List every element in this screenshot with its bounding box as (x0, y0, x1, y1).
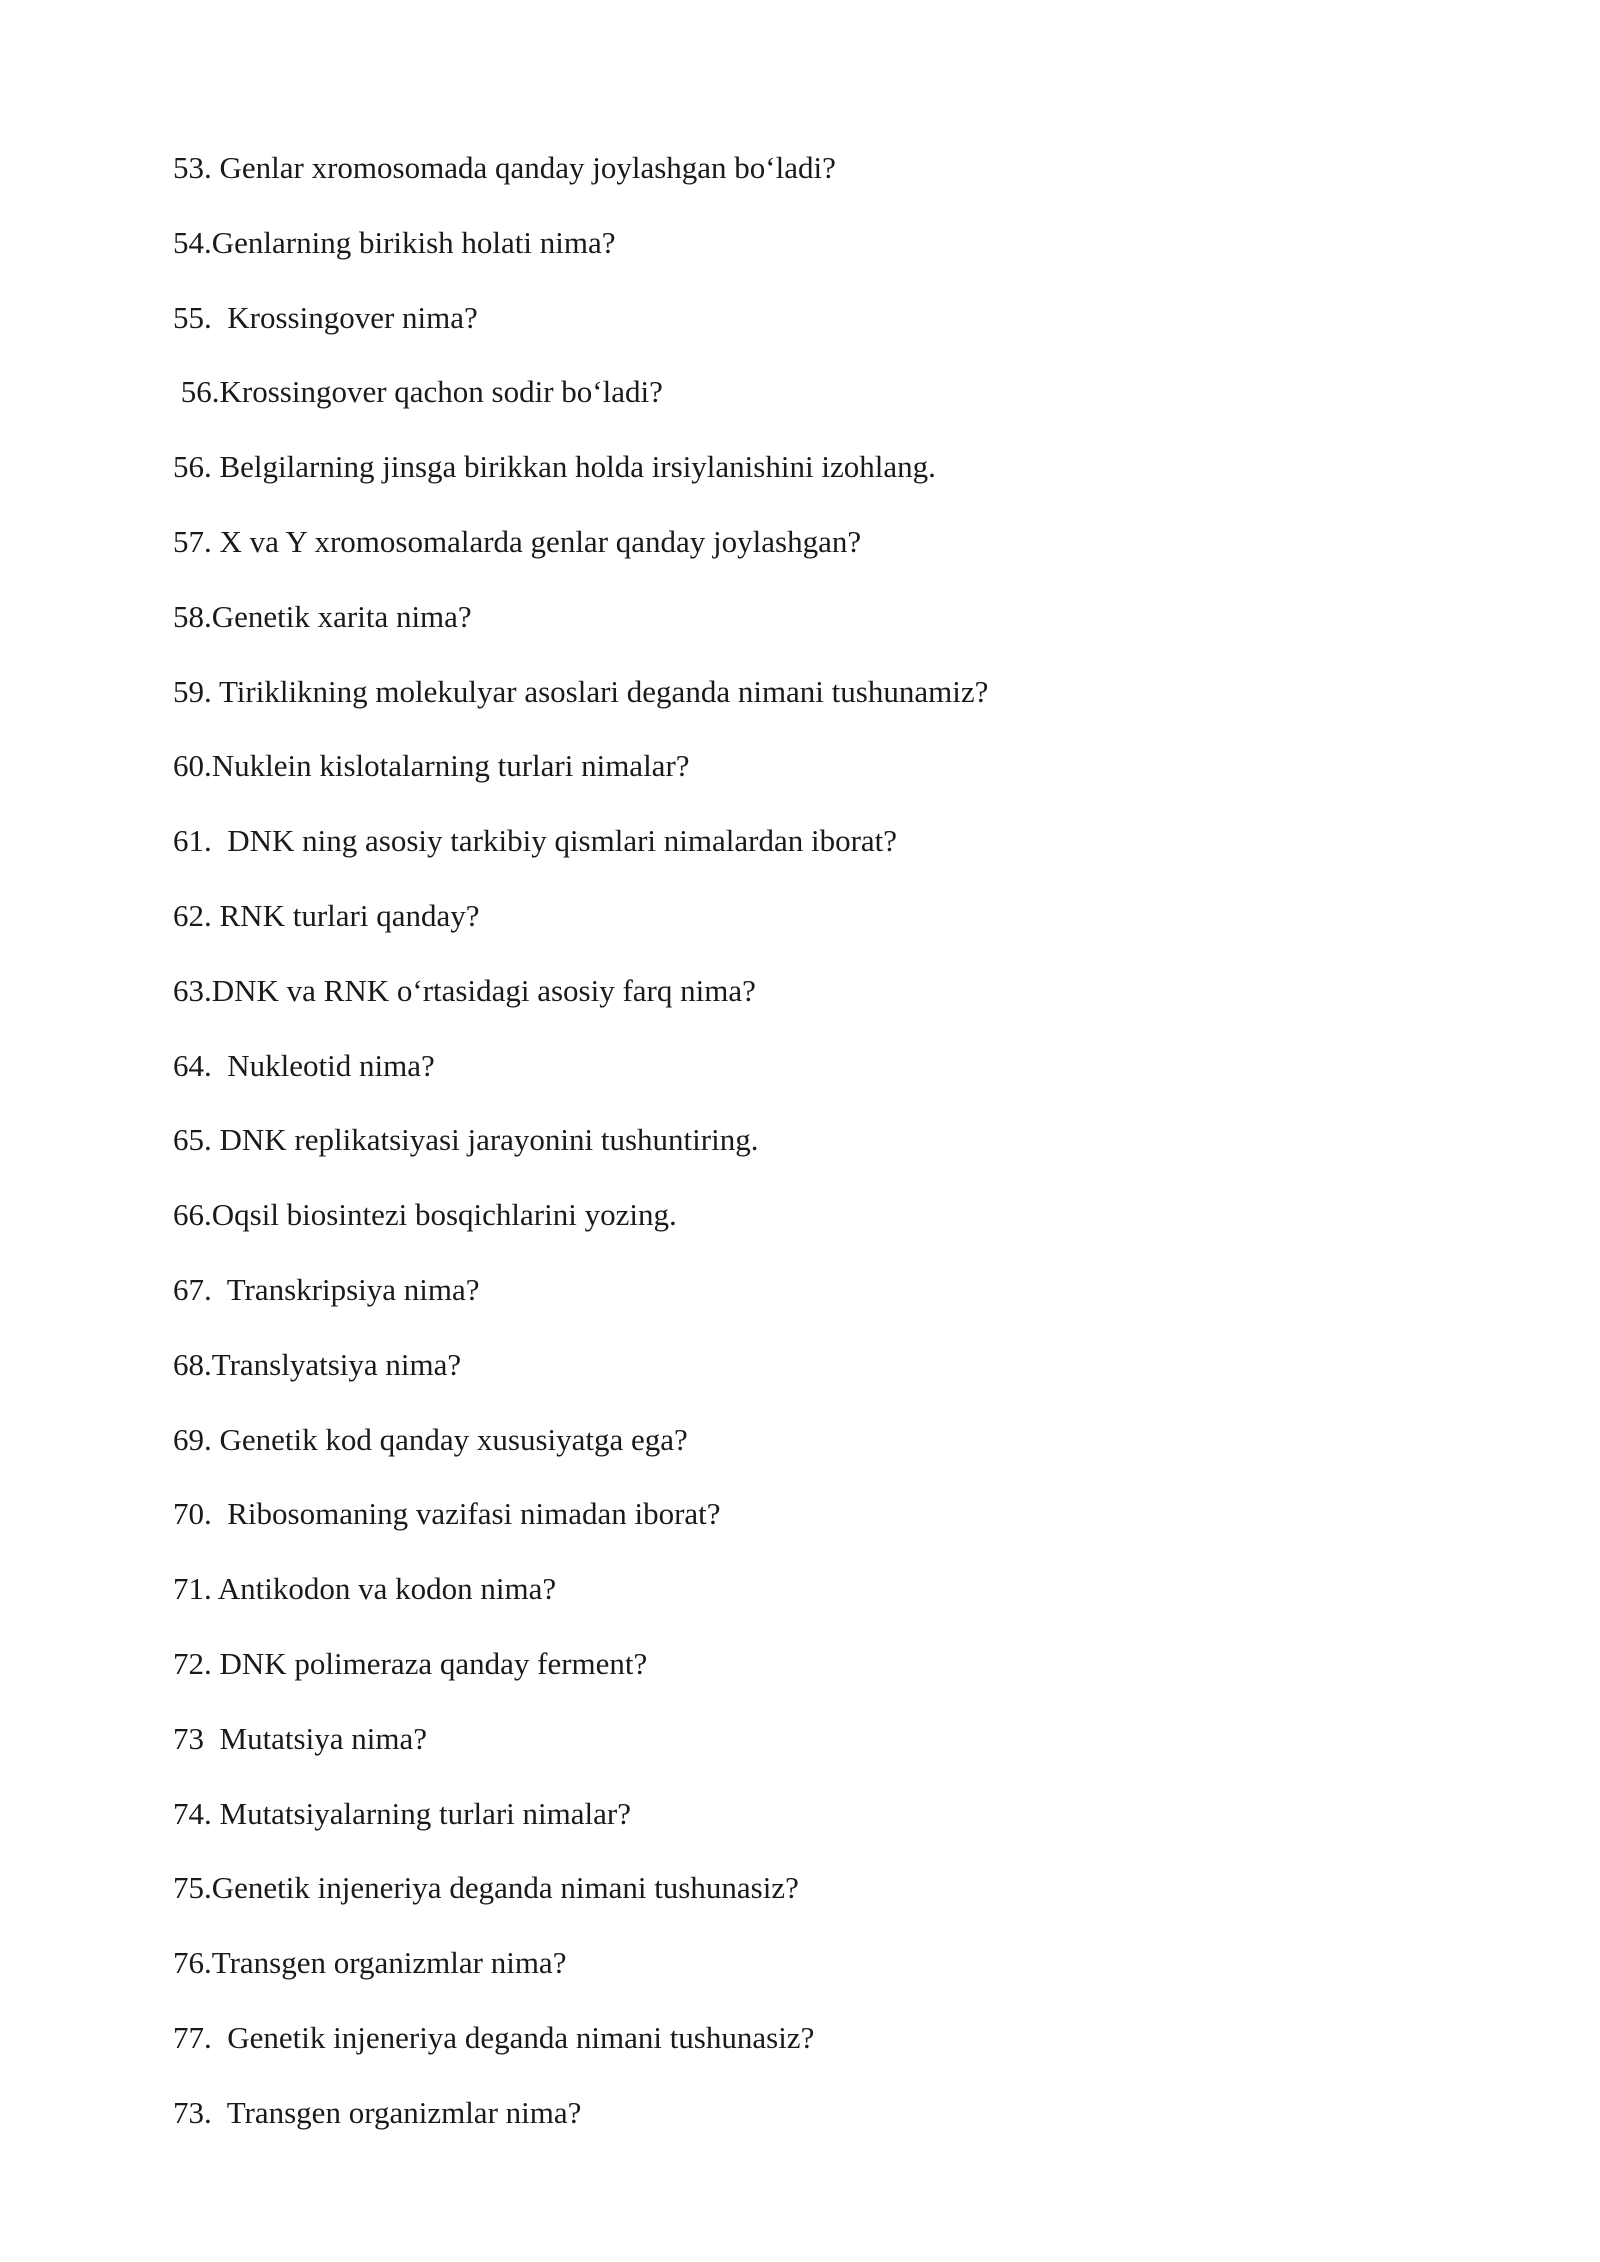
question-item: 68.Translyatsiya nima? (173, 1346, 462, 1382)
question-item: 67. Transkripsiya nima? (173, 1271, 480, 1307)
question-item: 56.Krossingover qachon sodir bo‘ladi? (173, 374, 663, 410)
question-item: 64. Nukleotid nima? (173, 1047, 435, 1083)
question-item: 55. Krossingover nima? (173, 299, 478, 335)
question-item: 56. Belgilarning jinsga birikkan holda irsiylanishini izohlang. (173, 449, 936, 485)
question-item: 54.Genlarning birikish holati nima? (173, 224, 616, 260)
question-item: 53. Genlar xromosomada qanday joylashgan bo‘ladi? (173, 150, 836, 185)
question-item: 60.Nuklein kislotalarning turlari nimalar? (173, 748, 690, 784)
question-item: 66.Oqsil biosintezi bosqichlarini yozing. (173, 1197, 677, 1233)
question-list (173, 146, 1473, 2166)
question-item: 61. DNK ning asosiy tarkibiy qismlari nimalardan iborat? (173, 823, 898, 859)
question-item: 76.Transgen organizmlar nima? (173, 1945, 567, 1981)
question-item: 59. Tiriklikning molekulyar asoslari deganda nimani tushunamiz? (173, 673, 989, 709)
question-item: 62. RNK turlari qanday? (173, 897, 480, 933)
question-item: 73. Transgen organizmlar nima? (173, 2094, 582, 2130)
question-item: 71. Antikodon va kodon nima? (173, 1571, 557, 1607)
question-item: 63.DNK va RNK o‘rtasidagi asosiy farq nima? (173, 972, 756, 1008)
question-item: 75.Genetik injeneriya deganda nimani tushunasiz? (173, 1870, 799, 1906)
question-item: 70. Ribosomaning vazifasi nimadan iborat? (173, 1496, 721, 1532)
question-item: 77. Genetik injeneriya deganda nimani tushunasiz? (173, 2019, 815, 2055)
question-item: 73 Mutatsiya nima? (173, 1720, 427, 1756)
question-item: 58.Genetik xarita nima? (173, 598, 472, 634)
question-item: 57. X va Y xromosomalarda genlar qanday joylashgan? (173, 523, 862, 559)
question-item: 69. Genetik kod qanday xususiyatga ega? (173, 1421, 688, 1457)
question-item: 72. DNK polimeraza qanday ferment? (173, 1645, 648, 1681)
question-item: 65. DNK replikatsiyasi jarayonini tushuntiring. (173, 1122, 759, 1158)
question-item: 74. Mutatsiyalarning turlari nimalar? (173, 1795, 631, 1831)
